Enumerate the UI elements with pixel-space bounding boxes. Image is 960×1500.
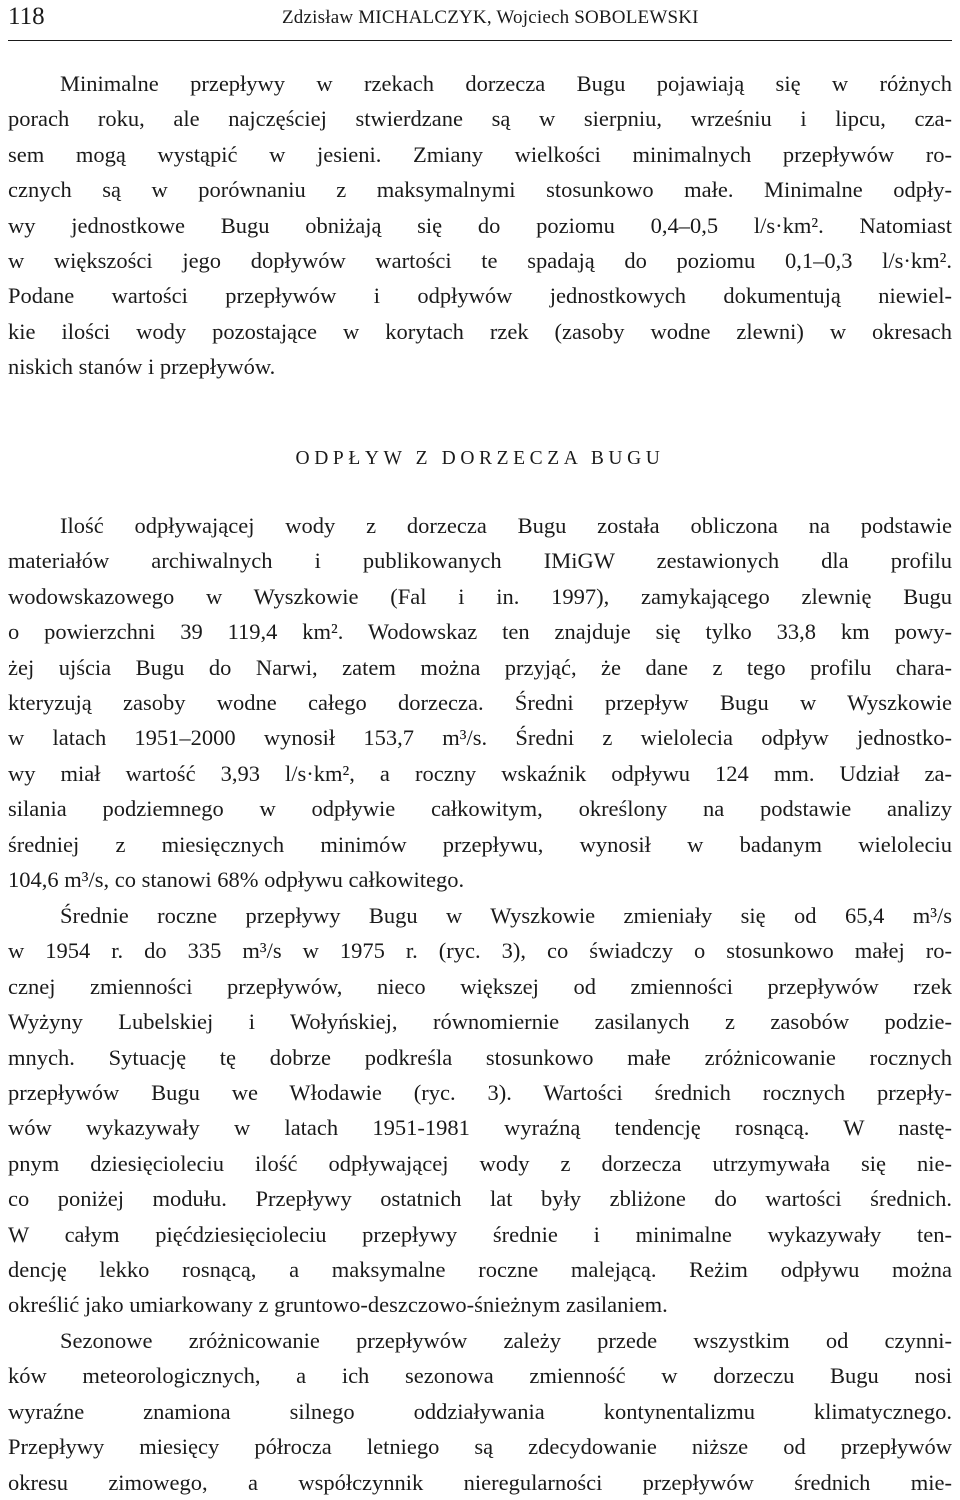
text-line: dencję lekko rosnącą, a maksymalne roczne malejącą. Reżim odpływu można: [8, 1256, 952, 1282]
page-header: [0, 0, 960, 40]
paragraph-minimal-flows: [8, 66, 952, 385]
text-line: o powierzchni 39 119,4 km². Wodowskaz ten znajduje się tylko 33,8 km powy-: [8, 619, 952, 645]
text-line: określić jako umiarkowany z gruntowo-deszczowo-śnieżnym zasilaniem.: [8, 1292, 668, 1318]
section-heading: ODPŁYW Z DORZECZA BUGU: [295, 448, 665, 469]
header-rule: [8, 40, 952, 41]
running-head: Zdzisław MICHALCZYK, Wojciech SOBOLEWSKI: [282, 7, 699, 28]
text-line: kteryzują zasoby wodne całego dorzecza. Średni przepływ Bugu w Wyszkowie: [8, 689, 952, 715]
text-line: sem mogą wystąpić w jesieni. Zmiany wielkości minimalnych przepływów ro-: [8, 141, 952, 167]
text-line: silania podziemnego w odpływie całkowitym, określony na podstawie analizy: [8, 796, 952, 822]
text-line: kie ilości wody pozostające w korytach rzek (zasoby wodne zlewni) w okresach: [8, 318, 952, 344]
text-line: wy miał wartość 3,93 l/s·km², a roczny wskaźnik odpływu 124 mm. Udział za-: [8, 760, 952, 786]
text-line: wyraźne znamiona silnego oddziaływania kontynentalizmu klimatycznego.: [8, 1398, 952, 1424]
text-line: Średnie roczne przepływy Bugu w Wyszkowie zmieniały się od 65,4 m³/s: [60, 903, 952, 928]
text-line: Sezonowe zróżnicowanie przepływów zależy przede wszystkim od czynni-: [60, 1328, 952, 1353]
text-line: żej ujścia Bugu do Narwi, zatem można przyjąć, że dane z tego profilu chara-: [8, 654, 952, 680]
text-line: cznej zmienności przepływów, nieco większej od zmienności przepływów rzek: [8, 973, 952, 999]
text-line: mnych. Sytuację tę dobrze podkreśla stosunkowo małe zróżnicowanie rocznych: [8, 1044, 952, 1070]
text-line: 104,6 m³/s, co stanowi 68% odpływu całkowitego.: [8, 866, 465, 892]
text-line: Podane wartości przepływów i odpływów jednostkowych dokumentują niewiel-: [8, 283, 952, 309]
text-line: Minimalne przepływy w rzekach dorzecza Bugu pojawiają się w różnych: [60, 71, 952, 96]
text-line: wy jednostkowe Bugu obniżają się do poziomu 0,4–0,5 l/s·km². Natomiast: [8, 212, 952, 238]
text-line: w latach 1951–2000 wynosił 153,7 m³/s. Średni z wielolecia odpływ jednostko-: [8, 725, 952, 751]
text-line: materiałów archiwalnych i publikowanych IMiGW zestawionych dla profilu: [8, 548, 952, 574]
text-line: W całym pięćdziesięcioleciu przepływy średnie i minimalne wykazywały ten-: [8, 1221, 952, 1247]
text-line: średniej z miesięcznych minimów przepływu, wynosił w badanym wieloleciu: [8, 831, 952, 857]
text-line: Przepływy miesięcy półrocza letniego są zdecydowanie niższe od przepływów: [8, 1434, 952, 1460]
text-line: wów wykazywały w latach 1951-1981 wyraźną tendencję rosnącą. W nastę-: [8, 1115, 952, 1141]
text-line: okresu zimowego, a współczynnik nieregularności przepływów średnich mie-: [8, 1469, 952, 1495]
paragraph-runoff-volume: [8, 508, 952, 897]
text-line: cznych są w porównaniu z maksymalnymi stosunkowo małe. Minimalne odpły-: [8, 177, 952, 203]
text-line: przepływów Bugu we Włodawie (ryc. 3). Wartości średnich rocznych przepły-: [8, 1079, 952, 1105]
paragraph-annual-flows: [8, 898, 952, 1323]
text-line: w 1954 r. do 335 m³/s w 1975 r. (ryc. 3), co świadczy o stosunkowo małej ro-: [8, 938, 952, 964]
text-line: Ilość odpływającej wody z dorzecza Bugu została obliczona na podstawie: [60, 513, 952, 538]
text-line: pnym dziesięcioleciu ilość odpływającej wody z dorzecza utrzymywała się nie-: [8, 1150, 952, 1176]
paragraph-seasonal-variation: [8, 1323, 952, 1500]
text-line: w większości jego dopływów wartości te spadają do poziomu 0,1–0,3 l/s·km².: [8, 247, 952, 273]
text-line: niskich stanów i przepływów.: [8, 354, 276, 380]
text-line: co poniżej modułu. Przepływy ostatnich lat były zbliżone do wartości średnich.: [8, 1186, 952, 1212]
text-line: Wyżyny Lubelskiej i Wołyńskiej, równomiernie zasilanych z zasobów podzie-: [8, 1009, 952, 1035]
text-line: wodowskazowego w Wyszkowie (Fal i in. 1997), zamykającego zlewnię Bugu: [8, 583, 952, 609]
text-line: ków meteorologicznych, a ich sezonowa zmienność w dorzeczu Bugu nosi: [8, 1363, 952, 1389]
text-line: porach roku, ale najczęściej stwierdzane są w sierpniu, wrześniu i lipcu, cza-: [8, 106, 952, 132]
page-number: 118: [8, 3, 45, 30]
